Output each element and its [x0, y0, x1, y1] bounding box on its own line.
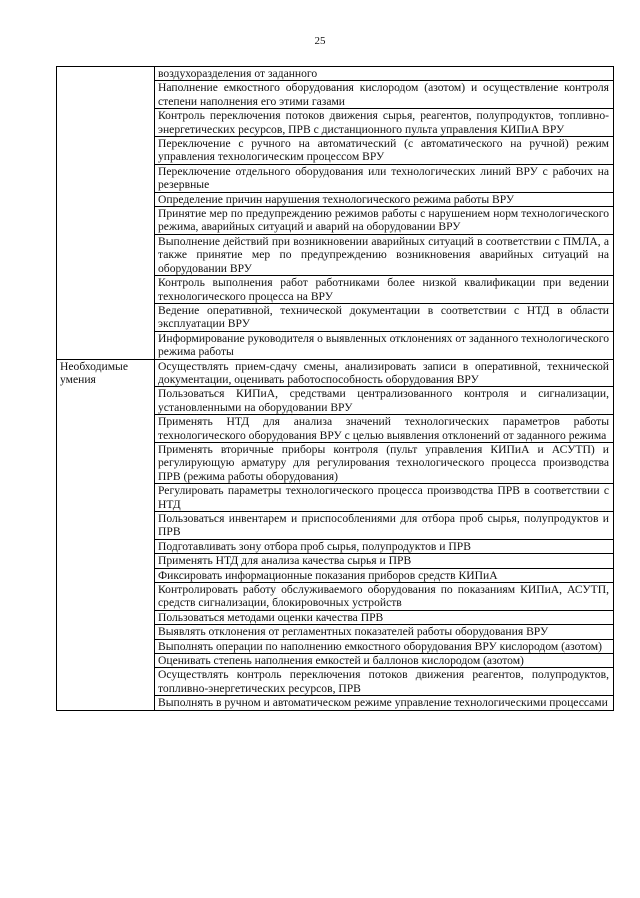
table-cell-item: Определение причин нарушения технологического режима работы ВРУ [155, 192, 614, 206]
table-row [57, 359, 614, 387]
table-cell-item: Пользоваться методами оценки качества ПРВ [155, 610, 614, 624]
page-number: 25 [314, 35, 326, 47]
competency-table [56, 66, 614, 711]
table-cell-item: Наполнение емкостного оборудования кислородом (азотом) и осуществление контроля степени наполнения его этими газами [155, 81, 614, 109]
table-cell-item: Оценивать степень наполнения емкостей и баллонов кислородом (азотом) [155, 654, 614, 668]
table-cell-item: Ведение оперативной, технической документации в соответствии с НТД в области эксплуатации ВРУ [155, 303, 614, 331]
table-row [57, 67, 614, 81]
table-cell-item: Выполнять в ручном и автоматическом режиме управление технологическими процессами [155, 696, 614, 710]
table-cell-item: Применять НТД для анализа значений технологических параметров работы технологического оборудования ВРУ с целью выявления отклонений от заданного режима [155, 415, 614, 443]
table-cell-item: Подготавливать зону отбора проб сырья, полупродуктов и ПРВ [155, 539, 614, 553]
section-label: Необходимые умения [57, 359, 155, 710]
table-cell-item: Пользоваться КИПиА, средствами централизованного контроля и сигнализации, установленными на оборудовании ВРУ [155, 387, 614, 415]
table-cell-item: Выявлять отклонения от регламентных показателей работы оборудования ВРУ [155, 625, 614, 639]
table-cell-item: Принятие мер по предупреждению режимов работы с нарушением норм технологического режима, аварийных ситуаций и аварий на оборудовании ВРУ [155, 207, 614, 235]
table-cell-item: Осуществлять контроль переключения потоков движения реагентов, полупродуктов, топливно-энергетических ресурсов, ПРВ [155, 668, 614, 696]
table-cell-item: Пользоваться инвентарем и приспособлениями для отбора проб сырья, полупродуктов и ПРВ [155, 512, 614, 540]
table-cell-item: Выполнение действий при возникновении аварийных ситуаций в соответствии с ПМЛА, а также принятие мер по предупреждению возникновения аварийных ситуаций на оборудовании ВРУ [155, 234, 614, 275]
table-cell-item: Регулировать параметры технологического процесса производства ПРВ в соответствии с НТД [155, 484, 614, 512]
table-cell-item: Контроль выполнения работ работниками более низкой квалификации при ведении технологического процесса на ВРУ [155, 276, 614, 304]
table-cell-item: Контролировать работу обслуживаемого оборудования по показаниям КИПиА, АСУТП, средств сигнализации, блокировочных устройств [155, 583, 614, 611]
table-cell-item: Выполнять операции по наполнению емкостного оборудования ВРУ кислородом (азотом) [155, 639, 614, 653]
table-cell-item: Применять НТД для анализа качества сырья и ПРВ [155, 554, 614, 568]
table-cell-item: Осуществлять прием-сдачу смены, анализировать записи в оперативной, технической документации, оценивать работоспособность оборудования ВРУ [155, 359, 614, 387]
table-cell-item: Переключение отдельного оборудования или технологических линий ВРУ с рабочих на резервные [155, 164, 614, 192]
table-cell-item: Применять вторичные приборы контроля (пульт управления КИПиА и АСУТП) и регулирующую арматуру для регулирования технологического процесса производства ПРВ (режима работы оборудования) [155, 442, 614, 483]
table-cell-item: воздухоразделения от заданного [155, 67, 614, 81]
table-cell-item: Фиксировать информационные показания приборов средств КИПиА [155, 568, 614, 582]
table-cell-item: Информирование руководителя о выявленных отклонениях от заданного технологического режима работы [155, 331, 614, 359]
table-body [57, 67, 614, 711]
table-cell-item: Контроль переключения потоков движения сырья, реагентов, полупродуктов, топливно-энергетических ресурсов, ПРВ с дистанционного пульта управления КИПиА ВРУ [155, 109, 614, 137]
table-cell-item: Переключение с ручного на автоматический (с автоматического на ручной) режим управления технологическим процессом ВРУ [155, 137, 614, 165]
section-label [57, 67, 155, 360]
